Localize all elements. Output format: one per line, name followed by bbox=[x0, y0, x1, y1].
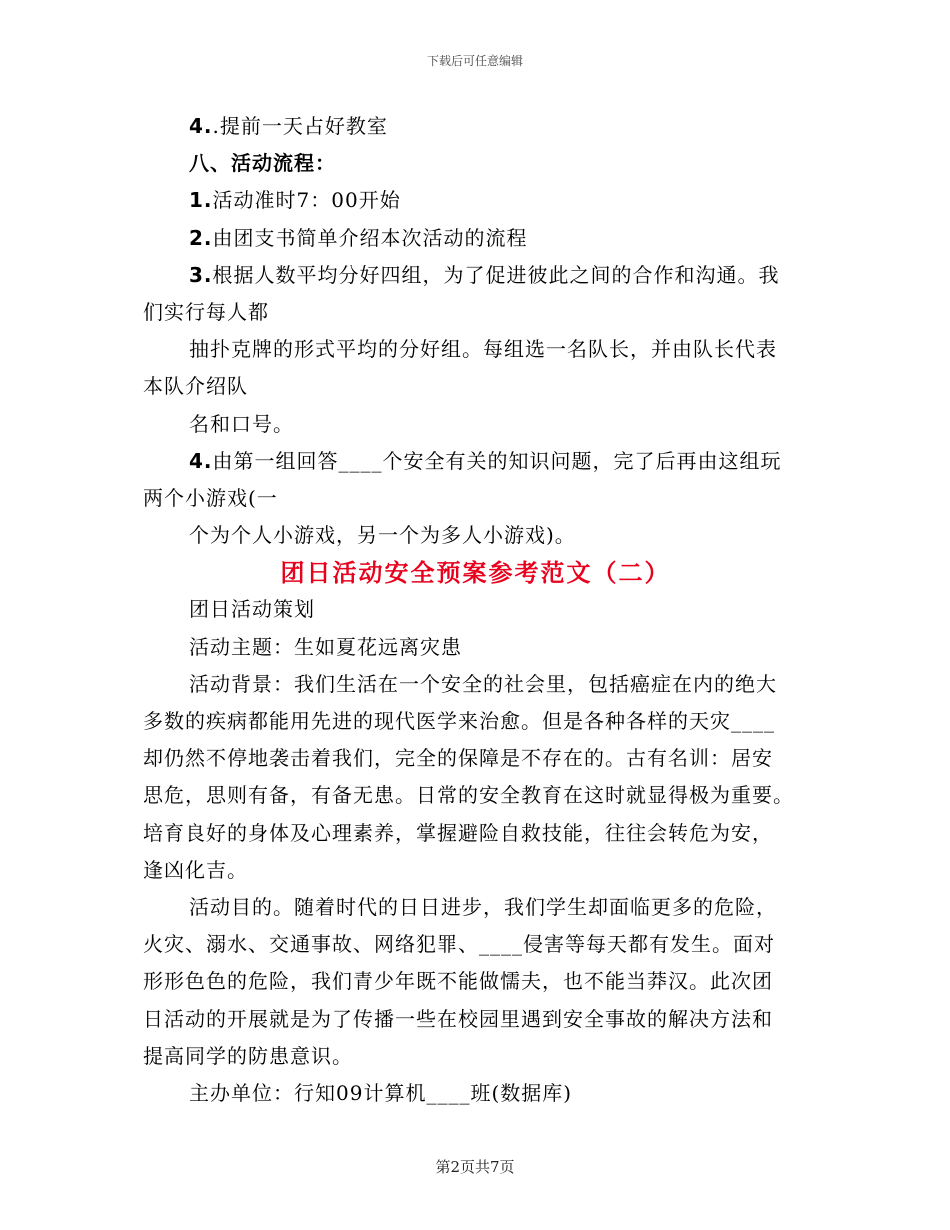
paragraph-line: 火灾、溺水、交通事故、网络犯罪、____侵害等每天都有发生。面对 bbox=[143, 932, 775, 957]
list-item bbox=[143, 443, 808, 480]
item-text: .提前一天占好教室 bbox=[212, 114, 388, 138]
section-title: 团日活动安全预案参考范文（二） bbox=[280, 558, 671, 588]
list-item bbox=[143, 182, 808, 219]
item-number: 3. bbox=[189, 262, 213, 287]
item-text: 由团支书简单介绍本次活动的流程 bbox=[212, 225, 528, 250]
item-number: 4. bbox=[189, 114, 213, 138]
paragraph-line: 团日活动策划 bbox=[189, 597, 315, 622]
paragraph-line: 日活动的开展就是为了传播一些在校园里遇到安全事故的解决方法和 bbox=[143, 1006, 773, 1031]
paragraph-line: 活动主题：生如夏花远离灾患 bbox=[189, 634, 462, 659]
paragraph-line: 思危，思则有备，有备无患。日常的安全教育在这时就显得极为重要。 bbox=[143, 783, 794, 808]
paragraph-line: 抽扑克牌的形式平均的分好组。每组选一名队长，并由队长代表 bbox=[189, 337, 777, 362]
paragraph-line: 提高同学的防患意识。 bbox=[143, 1043, 353, 1068]
paragraph-line: 本队介绍队 bbox=[143, 374, 248, 399]
item-text: 由第一组回答____个安全有关的知识问题，完了后再由这组玩 bbox=[212, 448, 782, 473]
page-footer: 第2页共7页 bbox=[435, 1158, 515, 1176]
paragraph-line: 个为个人小游戏，另一个为多人小游戏)。 bbox=[189, 523, 576, 548]
paragraph-line: 多数的疾病都能用先进的现代医学来治愈。但是各种各样的天灾____ bbox=[143, 709, 775, 733]
item-number: 4. bbox=[189, 448, 213, 473]
paragraph-line: 们实行每人都 bbox=[143, 299, 269, 324]
paragraph-line: 却仍然不停地袭击着我们，完全的保障是不存在的。古有名训：居安 bbox=[143, 746, 773, 771]
list-item bbox=[143, 220, 808, 257]
paragraph-line: 名和口号。 bbox=[189, 411, 294, 436]
item-text: 根据人数平均分好四组，为了促进彼此之间的合作和沟通。我 bbox=[212, 262, 780, 287]
paragraph-line: 活动目的。随着时代的日日进步，我们学生却面临更多的危险， bbox=[189, 894, 777, 919]
item-number: 1. bbox=[189, 188, 213, 213]
paragraph-line: 主办单位：行知09计算机____班(数据库) bbox=[189, 1080, 573, 1105]
section-heading: 八、活动流程： bbox=[189, 151, 336, 176]
item-text: 活动准时7：00开始 bbox=[212, 188, 401, 213]
paragraph-line: 培育良好的身体及心理素养，掌握避险自救技能，往往会转危为安， bbox=[143, 820, 773, 845]
item-number: 2. bbox=[189, 225, 213, 250]
paragraph-line: 两个小游戏(一 bbox=[143, 485, 278, 510]
paragraph-line: 形形色色的危险，我们青少年既不能做懦夫，也不能当莽汉。此次团 bbox=[143, 969, 773, 994]
list-item bbox=[143, 108, 808, 145]
paragraph-line: 逢凶化吉。 bbox=[143, 857, 248, 882]
list-item bbox=[143, 257, 808, 294]
document-body bbox=[143, 108, 808, 1112]
page-header: 下载后可任意编辑 bbox=[426, 54, 523, 68]
paragraph-line: 活动背景：我们生活在一个安全的社会里，包括癌症在内的绝大 bbox=[189, 671, 777, 696]
